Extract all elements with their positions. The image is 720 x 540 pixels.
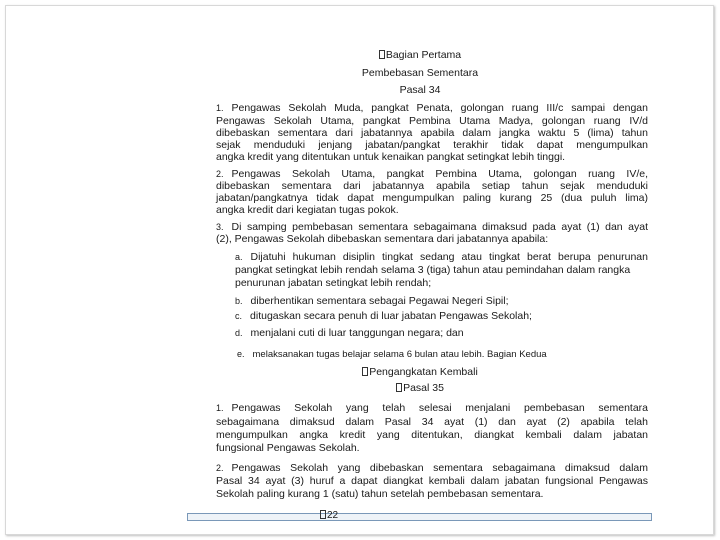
- pasal34-item1-line4: sejak menduduki jenjang jabatan/pangkat terakhir tidak dapat mengumpulkan: [216, 139, 648, 151]
- pasal34-subitem-a-line2: pangkat setingkat lebih rendah selama 3 (tiga) tahun atau pemindahan dalam rangka: [235, 264, 631, 276]
- pasal34-item1-line2: Pengawas Sekolah Utama, pangkat Pembina Utama Madya, golongan ruang IV/d: [216, 115, 648, 127]
- missing-glyph-icon: [362, 367, 368, 376]
- section2-title: Pengangkatan Kembali: [320, 366, 520, 379]
- pasal34-subitem-e: e. melaksanakan tugas belajar selama 6 bulan atau lebih. Bagian Kedua: [237, 349, 547, 360]
- pasal34-item3-line1: 3. Di samping pembebasan sementara sebagaimana dimaksud pada ayat (1) dan ayat: [216, 221, 648, 233]
- pasal35-item1-line1: 1. Pengawas Sekolah yang telah selesai menjalani pembebasan sementara: [216, 402, 648, 414]
- pasal34-subitem-d: d. menjalani cuti di luar tanggungan negara; dan: [235, 327, 464, 339]
- pasal34-item2-line2: dibebaskan sementara dari jabatannya apabila setiap tahun sejak menduduki: [216, 180, 648, 192]
- pasal35-item1-line4: fungsional Pengawas Sekolah.: [216, 442, 360, 454]
- pasal34-subitem-b: b. diberhentikan sementara sebagai Pegawai Negeri Sipil;: [235, 295, 509, 307]
- pasal-35-title: Pasal 35: [320, 382, 520, 395]
- pasal35-item1-line2: sebagaimana dimaksud dalam Pasal 34 ayat (1) dan ayat (2) apabila telah: [216, 416, 648, 428]
- pasal34-subitem-a-line1: a. Dijatuhi hukuman disiplin tingkat sedang atau tingkat berat berupa penurunan: [235, 251, 648, 263]
- pasal34-item2-line4: angka kredit dari kegiatan tugas pokok.: [216, 204, 399, 216]
- pasal34-item1-line5: angka kredit yang ditentukan untuk kenaikan pangkat setingkat lebih tinggi.: [216, 151, 566, 163]
- footer-bar: [187, 513, 652, 521]
- pasal34-subitem-c: c. ditugaskan secara penuh di luar jabatan Pengawas Sekolah;: [235, 310, 532, 322]
- pasal35-item1-line3: mengumpulkan angka kredit yang ditentukan, diangkat kembali dalam jabatan: [216, 429, 648, 441]
- pasal34-item1-line3: dibebaskan sementara dari jabatannya apabila dalam jangka waktu 5 (lima) tahun: [216, 127, 648, 139]
- section-title: Pembebasan Sementara: [361, 67, 479, 79]
- missing-glyph-icon: [396, 383, 402, 392]
- pasal34-item2-line1: 2. Pengawas Sekolah Utama, pangkat Pembina Utama, golongan ruang IV/e,: [216, 168, 648, 180]
- page-number: 22: [320, 510, 338, 521]
- pasal-34-title: Pasal 34: [399, 84, 441, 96]
- pasal34-subitem-a-line3: penurunan jabatan setingkat lebih rendah;: [235, 277, 432, 289]
- pasal34-item3-line2: (2), Pengawas Sekolah dibebaskan sementara dari jabatannya apabila:: [216, 233, 549, 245]
- pasal35-item2-line3: Sekolah paling kurang 1 (satu) tahun setelah pembebasan sementara.: [216, 488, 544, 500]
- pasal34-item2-line3: jabatan/pangkatnya tidak dapat mengumpulkan paling kurang 25 (dua puluh lima): [216, 192, 648, 204]
- pasal35-item2-line2: Pasal 34 ayat (3) huruf a dapat diangkat kembali dalam jabatan fungsional Pengawas: [216, 475, 648, 487]
- section-heading: Bagian Pertama: [320, 49, 520, 62]
- missing-glyph-icon: [379, 50, 385, 59]
- pasal34-item1-line1: 1. Pengawas Sekolah Muda, pangkat Penata, golongan ruang III/c sampai dengan: [216, 102, 648, 114]
- missing-glyph-icon: [320, 510, 326, 519]
- pasal35-item2-line1: 2. Pengawas Sekolah yang dibebaskan sementara sebagaimana dimaksud dalam: [216, 462, 648, 474]
